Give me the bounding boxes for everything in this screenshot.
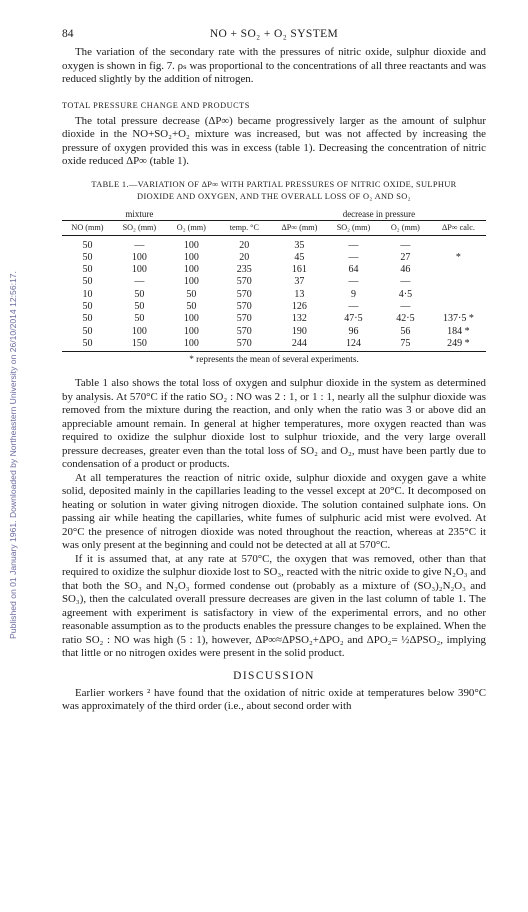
- table-cell: 42·5: [396, 313, 415, 325]
- table-cell: 132: [291, 313, 307, 325]
- page: [62, 28, 486, 714]
- table-cell: 570: [236, 288, 252, 300]
- table-cell: 20: [239, 251, 250, 263]
- table-row: [62, 326, 486, 338]
- column-header: O₂ (mm): [380, 220, 431, 235]
- table-cell: 570: [236, 276, 252, 288]
- table-cell: 27: [400, 251, 411, 263]
- table-cell: 50: [134, 300, 145, 312]
- table-cell: 35: [294, 239, 305, 251]
- table-cell: 50: [82, 251, 93, 263]
- table-cell: 126: [291, 300, 307, 312]
- body-paragraph: Table 1 also shows the total loss of oxygen and sulphur dioxide in the system as determined by analysis. At 570°C if the ratio SO₂ : NO was 2 : 1, or 1 : 1, nearly all the sulphur dioxide was removed from the mixture during the reaction, and only when the ratio was 3 or above did an appreciable amount remain. In general at higher temperatures, more oxygen reacted than was required to oxidize the sulphur dioxide lost to sulphur trioxide, and the very large overall pressure decreases, greater even than the total loss of SO₂ and O₂, must have been partly due to condensation of a product or products.: [62, 377, 486, 471]
- table-cell: 244: [272, 338, 327, 352]
- table-cell: 50: [82, 300, 93, 312]
- table-cell: 50: [82, 239, 93, 251]
- column-header: ΔP∞ (mm): [272, 220, 327, 235]
- table-cell: 249 *: [431, 338, 486, 352]
- discussion-heading: DISCUSSION: [233, 669, 315, 682]
- table-cell: 100: [183, 239, 199, 251]
- table-cell: —: [348, 251, 359, 263]
- table-cell: 50: [82, 276, 93, 288]
- group-header-mixture: mixture: [125, 208, 154, 219]
- column-header: ΔP∞ calc.: [431, 220, 486, 235]
- table-cell: 46: [400, 264, 411, 276]
- table-caption: [62, 179, 486, 203]
- table-cell: 100: [131, 251, 147, 263]
- intro-paragraph: The variation of the secondary rate with the pressures of nitric oxide, sulphur dioxide and oxygen is shown in fig. 7. ρₛ was proportional to the concentrations of all three reactants and was reduced slightly by the addition of nitrogen.: [62, 46, 486, 85]
- sidebar-watermark: [0, 0, 26, 912]
- table-cell: —: [348, 276, 359, 288]
- table-cell: 570: [236, 325, 252, 337]
- table-cell: 100: [131, 264, 147, 276]
- table-cell: —: [348, 239, 359, 251]
- table-cell: 100: [183, 325, 199, 337]
- table-cell: 161: [291, 264, 307, 276]
- table-row: [62, 252, 486, 264]
- table-cell: 13: [294, 288, 305, 300]
- table-cell: —: [400, 300, 411, 312]
- table-cell: 184 *: [447, 325, 470, 337]
- table-row: [62, 338, 486, 352]
- column-header: temp. °C: [217, 220, 272, 235]
- table-row: [62, 235, 486, 252]
- table-cell: 64: [348, 264, 359, 276]
- table-cell: 50: [186, 288, 197, 300]
- running-title: NO + SO₂ + O₂ SYSTEM: [209, 28, 339, 40]
- table-cell: 96: [348, 325, 359, 337]
- table-cell: —: [400, 276, 411, 288]
- table-body: [62, 235, 486, 352]
- table-cell: [431, 235, 486, 252]
- data-table: [62, 208, 486, 353]
- table-cell: 235: [236, 264, 252, 276]
- body-paragraph: At all temperatures the reaction of nitric oxide, sulphur dioxide and oxygen gave a white solid, deposited mainly in the capillaries leading to the vessel except at 20°C. It decomposed on heating or solution in water giving nitrogen dioxide. The solution contained sulphate ions. On passing air while heating the capillaries, white fumes of sulphuric acid mist were evolved. At 20°C the presence of nitrogen dioxide was noted throughout the reaction, whereas at 235°C it was only present at the beginning and could not be detected at all at 570°C.: [62, 471, 486, 552]
- column-header-row: [62, 220, 486, 235]
- table-cell: 100: [183, 264, 199, 276]
- table-cell: 100: [183, 276, 199, 288]
- section-paragraph: The total pressure decrease (ΔP∞) became progressively larger as the amount of sulphur dioxide in the NO+SO₂+O₂ mixture was increased, but was not affected by increasing the pressure of oxygen provided this was in excess (table 1). Decreasing the concentration of nitric oxide reduced ΔP∞ (table 1).: [62, 114, 486, 167]
- table-cell: 75: [380, 338, 431, 352]
- table-cell: [431, 264, 486, 276]
- table-cell: [431, 289, 486, 301]
- table-cell: 100: [183, 313, 199, 325]
- table-cell: —: [134, 276, 145, 288]
- table-row: [62, 276, 486, 288]
- table-cell: 37: [294, 276, 305, 288]
- table-cell: 9: [350, 288, 356, 300]
- table-cell: 50: [82, 313, 93, 325]
- page-number: 84: [62, 28, 74, 40]
- body-paragraph: If it is assumed that, at any rate at 570°C, the oxygen that was removed, other than that required to oxidize the sulphur dioxide lost to SO₃, reacted with the nitric oxide to give N₂O₃ and that both the SO₃ and N₂O₃ formed condense out (probably as a mixture of (SO₃)₂N₂O₃ and SO₃), then the calculated overall pressure decreases are given in the last column of table 1. The agreement with experiment is satisfactory in view of the experimental errors, and no other reasonable assumption as to the products enables the pressure changes to be explained. When the ratio SO₂ : NO was high (5 : 1), however, ΔP∞≈ΔPSO₂+ΔPO₂ and ΔPO₂= ½ΔPSO₂, implying that little or no nitrogen oxides were present in the solid product.: [62, 552, 486, 660]
- table-cell: *: [455, 251, 461, 263]
- table-cell: 137·5 *: [443, 313, 474, 325]
- table-cell: —: [400, 239, 411, 251]
- table-cell: 50: [82, 325, 93, 337]
- table-row: [62, 264, 486, 276]
- sidebar-text: Published on 01 January 1961. Downloaded by Northeastern University on 26/10/2014 12:56:17.: [8, 271, 18, 639]
- table-caption-line-1: TABLE 1.—VARIATION OF ΔP∞ WITH PARTIAL PRESSURES OF NITRIC OXIDE, SULPHUR: [91, 179, 457, 189]
- table-cell: 56: [400, 325, 411, 337]
- table-cell: 50: [134, 288, 145, 300]
- paragraphs-after-table: [62, 377, 486, 661]
- table-cell: 47·5: [344, 313, 363, 325]
- table-cell: 45: [294, 251, 305, 263]
- table-row: [62, 289, 486, 301]
- table-cell: 570: [236, 313, 252, 325]
- table-cell: 100: [183, 251, 199, 263]
- table-cell: 150: [113, 338, 166, 352]
- table-cell: 100: [131, 325, 147, 337]
- table-caption-line-2: DIOXIDE AND OXYGEN, AND THE OVERALL LOSS OF O₂ AND SO₂: [137, 191, 411, 201]
- column-header: SO₂ (mm): [113, 220, 166, 235]
- table-cell: 50: [62, 338, 113, 352]
- table-cell: 20: [239, 239, 250, 251]
- discussion-paragraph: Earlier workers ² have found that the oxidation of nitric oxide at temperatures below 390°C was approximately of the third order (i.e., about second order with: [62, 686, 486, 713]
- table-cell: 124: [327, 338, 380, 352]
- column-header: O₂ (mm): [166, 220, 217, 235]
- table-cell: 570: [236, 300, 252, 312]
- column-header: NO (mm): [62, 220, 113, 235]
- section-heading: TOTAL PRESSURE CHANGE AND PRODUCTS: [62, 100, 250, 110]
- table-cell: —: [134, 239, 145, 251]
- table-footnote: * represents the mean of several experiments.: [189, 355, 359, 366]
- table-cell: [431, 276, 486, 288]
- table-cell: 100: [166, 338, 217, 352]
- page-header: [62, 28, 486, 46]
- table-cell: 50: [82, 264, 93, 276]
- table-row: [62, 313, 486, 325]
- table-cell: 570: [217, 338, 272, 352]
- column-header: SO₂ (mm): [327, 220, 380, 235]
- group-header-decrease: decrease in pressure: [342, 208, 416, 219]
- table-cell: —: [348, 300, 359, 312]
- table-row: [62, 301, 486, 313]
- table-cell: [431, 301, 486, 313]
- table-cell: 10: [82, 288, 93, 300]
- table-cell: 4·5: [398, 288, 413, 300]
- table-cell: 190: [291, 325, 307, 337]
- table-cell: 50: [134, 313, 145, 325]
- table-cell: 50: [186, 300, 197, 312]
